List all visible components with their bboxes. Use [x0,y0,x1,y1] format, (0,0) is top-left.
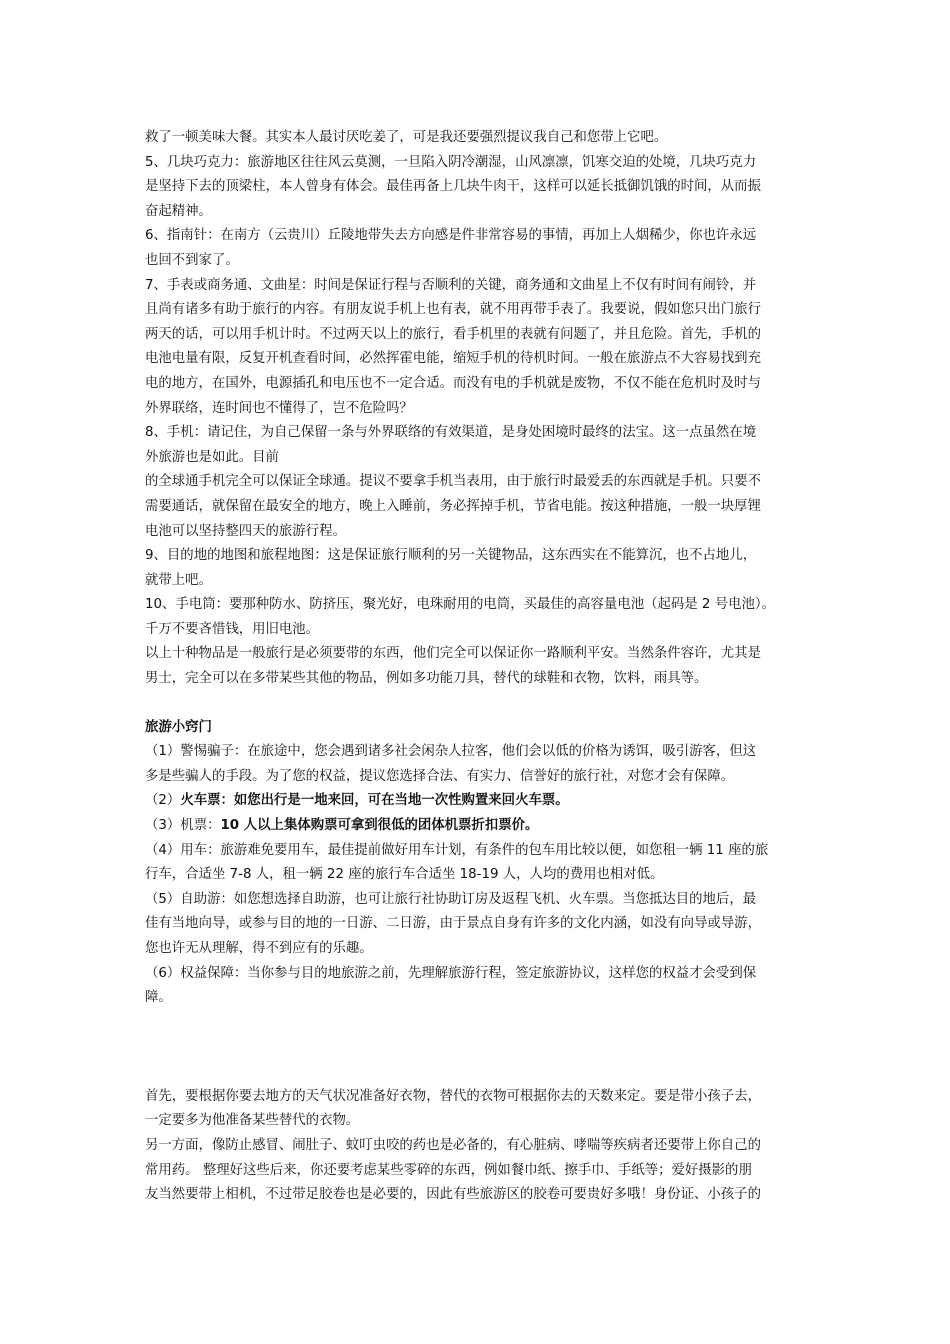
tip-item-2-bold-text: 火车票：如您出行是一地来回，可在当地一次性购置来回火车票。 [180,793,569,809]
text-line: 9、目的地的地图和旅程地图：这是保证旅行顺利的另一关键物品，这东西实在不能算沉，也不占地儿， [145,548,757,564]
text-line: 7、手表或商务通、文曲星：时间是保证行程与否顺利的关键，商务通和文曲星上不仅有时间有闹铃，并 [145,277,757,293]
text-line: 两天的话，可以用手机计时。不过两天以上的旅行，看手机里的表就有问题了，并且危险。首先，手机的 [145,326,761,342]
tip-item-5-line: （5）自助游：如您想选择自助游，也可让旅行社协助订房及返程飞机、火车票。当您抵达目的地后，最 [145,891,757,907]
tip-item-6-line: 障。 [145,990,172,1006]
text-line: 需要通话，就保留在最安全的地方，晚上入睡前，务必挥掉手机，节省电能。按这种措施，一般一块厚锂 [145,498,761,514]
tip-item-4-line: 行车，合适坐 7-8 人，租一辆 22 座的旅行车合适坐 18-19 人，人均的费用也相对低。 [145,867,664,883]
tip-item-5-line: 您也许无从理解，得不到应有的乐趣。 [145,941,373,956]
spacer [145,692,825,716]
text-line: 的全球通手机完全可以保证全球通。提议不要拿手机当表用，由于旅行时最爱丢的东西就是手机。只要不 [145,474,761,490]
text-line: 另一方面，像防止感冒、闹肚子、蚊叮虫咬的药也是必备的，有心脏病、哮喘等疾病者还要带上你自己的 [145,1137,761,1153]
tip-item-2 [145,789,825,814]
text-line: 友当然要带上相机，不过带足胶卷也是必要的，因此有些旅游区的胶卷可要贵好多哦！身份证、小孩子的 [145,1187,761,1203]
document-body [145,126,825,1208]
text-line: 千万不要吝惜钱，用旧电池。 [145,621,320,637]
text-line: 电池可以坚持整四天的旅游行程。 [145,523,346,539]
text-line: 是坚持下去的顶梁柱，本人曾身有体会。最佳再备上几块牛肉干，这样可以延长抵御饥饿的时间，从而振 [145,179,761,195]
text-line: 8、手机：请记住，为自己保留一条与外界联络的有效渠道，是身处困境时最终的法宝。这一点虽然在境 [145,425,757,441]
tip-item-5-line: 佳有当地向导，或参与目的地的一日游、二日游，由于景点自身有许多的文化内涵，如没有向导或导游， [145,916,761,932]
text-line: 电池电量有限，反复开机查看时间，必然挥霍电能，缩短手机的待机时间。一般在旅游点不大容易找到充 [145,351,761,367]
text-line: 10、手电筒：要那种防水、防挤压，聚光好，电珠耐用的电筒，买最佳的高容量电池（起码是 2 号电池）。 [145,597,775,613]
text-line: 外旅游也是如此。目前 [145,449,279,465]
text-line: 奋起精神。 [145,203,212,219]
tip-item-3 [145,814,825,839]
tip-item-2-prefix: （2） [145,793,181,809]
text-line: 6、指南针：在南方（云贵川）丘陵地带失去方向感是件非常容易的事情，再加上人烟稀少，你也许永远 [145,228,757,244]
text-line: 电的地方，在国外，电源插孔和电压也不一定合适。而没有电的手机就是废物，不仅不能在危机时及时与 [145,375,761,391]
text-line: 一定要多为他准备某些替代的衣物。 [145,1113,360,1129]
tip-item-4-line: （4）用车：旅游难免要用车，最佳提前做好用车计划，有条件的包车用比较以便，如您租一辆 11 座的旅 [145,842,769,858]
text-line: 常用药。 整理好这些后来，你还要考虑某些零碎的东西，例如餐巾纸、擦手巾、手纸等；爱好摄影的朋 [145,1162,752,1178]
text-line: 首先，要根据你要去地方的天气状况准备好衣物，替代的衣物可根据你去的天数来定。要是带小孩子去， [145,1088,761,1104]
tip-item-1-line: 多是些骗人的手段。为了您的权益，提议您选择合法、有实力、信誉好的旅行社，对您才会有保障。 [145,768,735,784]
text-line: 就带上吧。 [145,572,212,588]
text-line: 救了一顿美味大餐。其实本人最讨厌吃姜了，可是我还要强烈提议我自己和您带上它吧。 [145,130,668,145]
text-line: 也回不到家了。 [145,252,239,268]
tip-item-6-line: （6）权益保障：当你参与目的地旅游之前，先理解旅游行程，签定旅游协议，这样您的权益才会受到保 [145,965,757,981]
text-line: 且尚有诸多有助于旅行的内容。有朋友说手机上也有表，就不用再带手表了。我要说，假如您只出门旅行 [145,302,761,318]
tip-item-1-line: （1）警惕骗子：在旅途中，您会遇到诸多社会闲杂人拉客，他们会以低的价格为诱饵，吸引游客，但这 [145,744,757,760]
text-line: 以上十种物品是一般旅行是必须要带的东西，他们完全可以保证你一路顺利平安。当然条件容许，尤其是 [145,646,761,662]
text-line: 外界联络，连时间也不懂得了，岂不危险吗？ [145,400,413,416]
tip-item-3-prefix: （3）机票： [145,818,221,834]
tip-item-3-bold-text: 10 人以上集体购票可拿到很低的团体机票折扣票价。 [220,818,539,834]
text-line: 5、几块巧克力：旅游地区往往风云莫测，一旦陷入阴冷潮湿，山风凛凛，饥寒交迫的处境，几块巧克力 [145,154,757,170]
text-line: 男士，完全可以在多带某些其他的物品，例如多功能刀具，替代的球鞋和衣物，饮料，雨具等。 [145,671,708,687]
section-heading: 旅游小窍门 [145,719,212,735]
spacer [145,1011,825,1085]
